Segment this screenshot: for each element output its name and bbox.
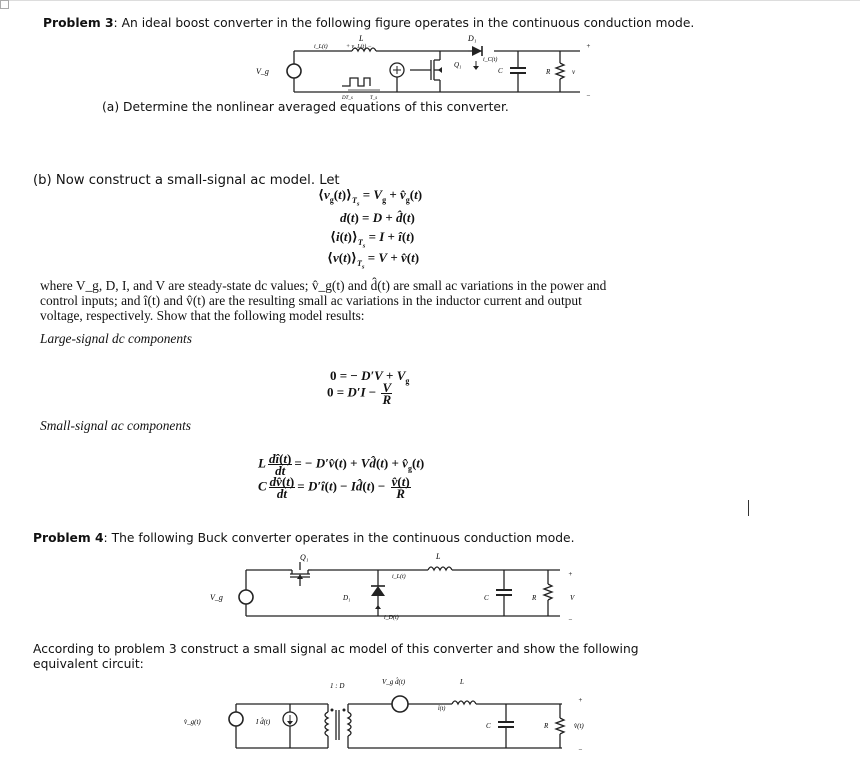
equiv-label-ratio: 1 : D <box>330 682 345 690</box>
problem3-intro: : An ideal boost converter in the following figure operates in the continuous conduction mode. <box>113 16 695 30</box>
buck-label-Vg: V_g <box>210 593 223 602</box>
problem4-intro: : The following Buck converter operates in the continuous conduction mode. <box>103 531 575 545</box>
boost-label-D1: D₁ <box>468 34 477 43</box>
boost-label-iC: i_C(t) <box>483 57 498 63</box>
definition-i: $⟨i(t)⟩_{T_s} = I$ + î(t) <box>330 229 415 250</box>
equiv-label-minus: − <box>578 746 583 754</box>
buck-small-signal-circuit <box>170 672 620 762</box>
buck-label-L: L <box>436 552 441 561</box>
large-signal-eq-1: 0 = − $D'V + V_g$ <box>330 368 410 386</box>
equiv-label-R: R <box>544 722 549 730</box>
definition-v: $⟨v(t)⟩_{T_s} = V$ + v̂(t) <box>327 250 420 271</box>
where-line-1: where V_g, D, I, and V are steady-state dc values; v̂_g(t) and d̂(t) are small ac variations in the power and <box>40 278 607 293</box>
buck-label-V: V <box>570 594 575 602</box>
small-signal-heading: Small-signal ac components <box>40 418 191 433</box>
boost-label-DTs: DT_s <box>342 96 353 101</box>
buck-label-R: R <box>532 594 537 602</box>
equiv-label-L: L <box>460 678 464 686</box>
buck-label-C: C <box>484 594 489 602</box>
part-b-text: (b) Now construct a small-signal ac model. Let <box>33 173 340 188</box>
part-a-text: (a) Determine the nonlinear averaged equations of this converter. <box>102 100 509 114</box>
problem4-statement <box>33 531 575 545</box>
problem3-statement <box>43 16 694 30</box>
boost-label-Vg: V_g <box>256 67 269 76</box>
problem4-label: Problem 4 <box>33 531 104 545</box>
problem3-label: Problem 3 <box>43 16 114 30</box>
text-cursor <box>748 500 749 516</box>
buck-label-D1: D₁ <box>343 594 351 602</box>
boost-label-vL: + v_L(t) − <box>346 44 372 50</box>
equiv-label-Vgd: V_g d̂(t) <box>382 678 406 686</box>
equiv-label-v: v̂(t) <box>574 722 584 730</box>
boost-label-L: L <box>359 34 364 43</box>
boost-converter-circuit <box>250 30 600 102</box>
definition-d: d(t) = D + d̂(t) <box>340 210 415 225</box>
equiv-label-i: î(t) <box>438 706 446 712</box>
boost-label-C: C <box>498 67 503 75</box>
small-signal-eq-1: L $\frac{dî(t)}{dt}$ = − D′v̂(t) + Vd̂(t) + $v̂_g(t)$ <box>258 451 425 478</box>
boost-label-Q1: Q₁ <box>454 61 462 69</box>
boost-label-Ts: T_s <box>370 96 378 101</box>
where-line-2: control inputs; and î(t) and v̂(t) are the resulting small ac variations in the inductor current and output <box>40 293 582 308</box>
buck-label-Q1: Q₁ <box>300 553 309 562</box>
boost-label-minus: − <box>586 92 591 100</box>
large-signal-heading: Large-signal dc components <box>40 331 192 346</box>
boost-label-iL: i_L(t) <box>314 44 328 50</box>
large-signal-eq-2: 0 = D′I − $\frac{V}{R}$ <box>327 380 392 407</box>
problem4-task <box>33 642 639 672</box>
where-paragraph <box>40 278 606 323</box>
corner-marker <box>0 0 9 9</box>
equiv-label-Id: I d̂(t) <box>256 718 271 726</box>
boost-label-v: v <box>572 68 576 76</box>
where-line-3: voltage, respectively. Show that the following model results: <box>40 308 365 323</box>
small-signal-eq-2: C $\frac{dv̂(t)}{dt}$ = D′î(t) − Id̂(t) − $\frac{v̂(t)}{R}$ <box>258 474 410 501</box>
definition-vg: $⟨v_g(t)⟩_{T_s} = V_g$ + $v̂_g(t)$ <box>318 187 423 208</box>
equiv-label-C: C <box>486 722 491 730</box>
buck-converter-circuit <box>200 548 600 624</box>
problem4-task-line-2: equivalent circuit: <box>33 657 144 671</box>
buck-label-iD: i_D(t) <box>384 615 399 621</box>
buck-label-plus: + <box>568 570 573 578</box>
page-top-border <box>0 0 860 6</box>
equiv-label-plus: + <box>578 696 583 704</box>
buck-label-minus: − <box>568 616 573 624</box>
problem4-task-line-1: According to problem 3 construct a small signal ac model of this converter and show the following <box>33 642 639 656</box>
boost-label-R: R <box>546 68 551 76</box>
equiv-label-vg: v̂_g(t) <box>184 718 201 726</box>
buck-label-iL: i_L(t) <box>392 574 406 580</box>
boost-label-plus: + <box>586 42 591 50</box>
